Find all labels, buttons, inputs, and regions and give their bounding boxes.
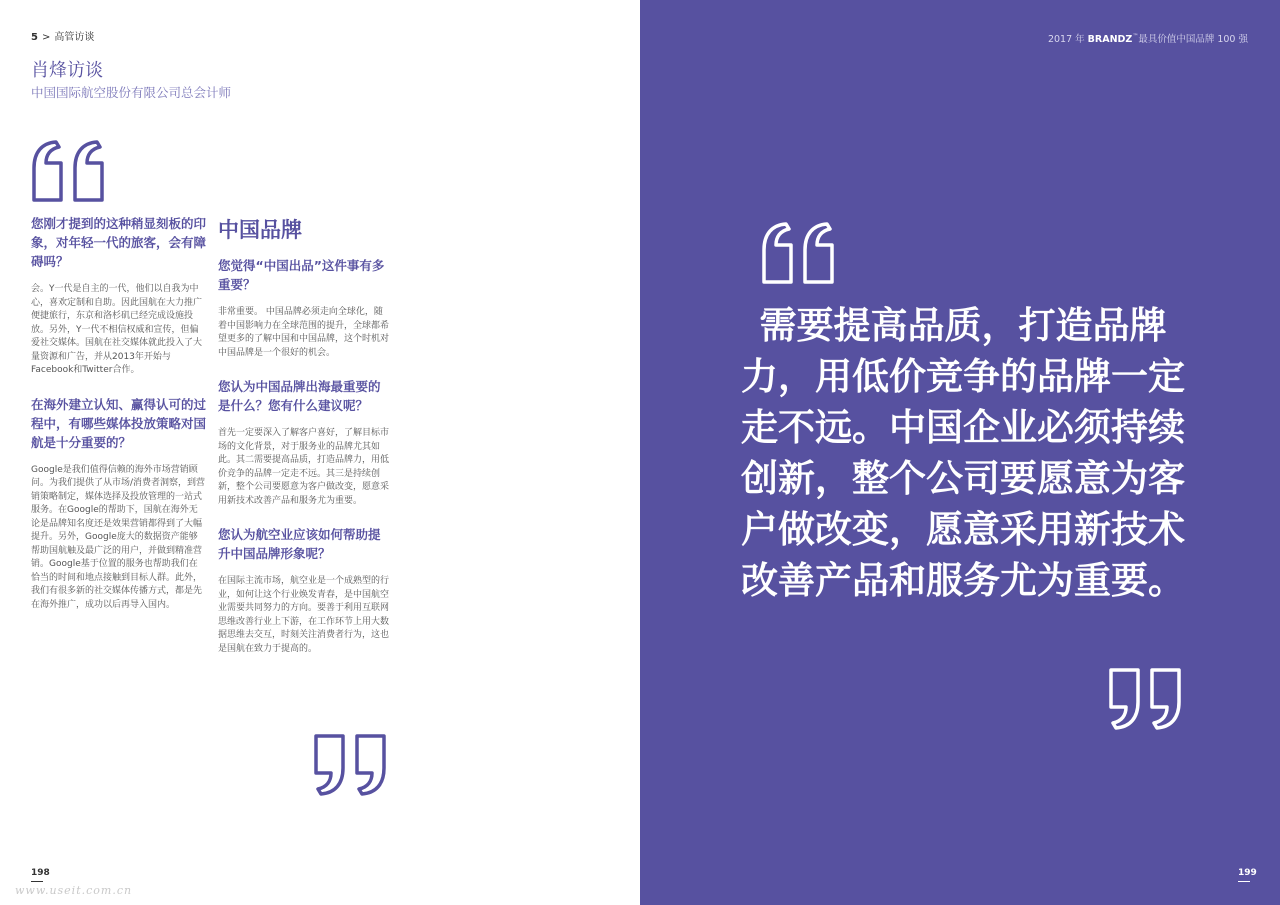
interview-column-2 — [218, 214, 390, 673]
answer-text: 首先一定要深入了解客户喜好，了解目标市场的文化背景，对于服务业的品牌尤其如此。其二需要提高品质，打造品牌力，用低价竞争的品牌一定走不远。其三是持续创新，整个公司要愿意为客户做改变，愿意采用新技术改善产品和服务尤为重要。 — [218, 428, 390, 506]
pull-quote: 需要提高品质，打造品牌力，用低价竞争的品牌一定走不远。中国企业必须持续创新，整个公司要愿意为客户做改变，愿意采用新技术改善产品和服务尤为重要。 — [741, 304, 1185, 602]
answer-text: 非常重要。 中国品牌必须走向全球化，随着中国影响力在全球范围的提升，全球都希望更多的了解中国和中国品牌，这个时机对中国品牌是一个很好的机会。 — [218, 307, 390, 358]
open-quote-icon — [30, 138, 110, 208]
page-number-right: 199 — [1238, 868, 1257, 878]
question-heading: 在海外建立认知、赢得认可的过程中，有哪些媒体投放策略对国航是十分重要的？ — [31, 396, 207, 450]
header-year: 2017 年 — [1047, 34, 1085, 45]
page-number-left: 198 — [31, 868, 50, 878]
page-title: 肖烽访谈 — [31, 60, 103, 81]
close-quote-icon — [308, 732, 388, 802]
watermark: www.useit.com.cn — [15, 884, 133, 897]
answer-text: 会。Y一代是自主的一代，他们以自我为中心，喜欢定制和自助。因此国航在大力推广便捷旅行，东京和洛杉矶已经完成设施投放。另外，Y一代不相信权威和宣传，但偏爱社交媒体。国航在社交媒体就此投入了大量资源和广告，并从2013年开始与Facebook和Twitter合作。 — [31, 284, 203, 375]
breadcrumb-number: 5 — [31, 32, 38, 43]
question-heading: 您认为航空业应该如何帮助提升中国品牌形象呢？ — [218, 527, 381, 561]
open-quote-icon — [760, 220, 840, 290]
page-number-rule — [31, 881, 43, 882]
header-tm: ™ — [1132, 32, 1139, 40]
page-number-rule — [1238, 881, 1250, 882]
breadcrumb-separator: > — [41, 32, 51, 43]
question-heading: 您刚才提到的这种稍显刻板的印象，对年轻一代的旅客，会有障碍吗？ — [31, 216, 207, 269]
question-heading: 您觉得“中国出品”这件事有多重要？ — [218, 258, 385, 292]
running-header — [1048, 31, 1248, 45]
section-heading: 中国品牌 — [218, 218, 302, 242]
answer-text: 在国际主流市场，航空业是一个成熟型的行业，如何让这个行业焕发青春，是中国航空业需要共同努力的方向。要善于利用互联网思维改善行业上下游，在工作环节上用大数据思维去交互，时刻关注消费者行为，这也是国航在致力于提高的。 — [218, 576, 390, 654]
header-brand: BRANDZ — [1087, 34, 1133, 45]
breadcrumb-section: 高管访谈 — [54, 32, 95, 43]
close-quote-icon — [1103, 666, 1183, 736]
question-heading: 您认为中国品牌出海最重要的是什么？您有什么建议呢？ — [218, 379, 381, 413]
header-rest: 最具价值中国品牌 100 强 — [1138, 34, 1248, 45]
page-subtitle: 中国国际航空股份有限公司总会计师 — [31, 85, 232, 100]
breadcrumb — [31, 28, 94, 43]
interview-column-1 — [31, 214, 206, 629]
answer-text: Google是我们值得信赖的海外市场营销顾问。为我们提供了从市场/消费者洞察，到营销策略制定，媒体选择及投放管理的一站式服务。在Google的帮助下，国航在海外无论是品牌知名度还是效果营销都得到了大幅提升。另外，Google庞大的数据资产能够帮助国航触及最广泛的用户，并做到精准营销。Google基于位置的服务也帮助我们在恰当的时间和地点接触到目标人群。此外，我们有很多新的社交媒体传播方式，都是先在海外推广，成功以后再导入国内。 — [31, 464, 206, 610]
